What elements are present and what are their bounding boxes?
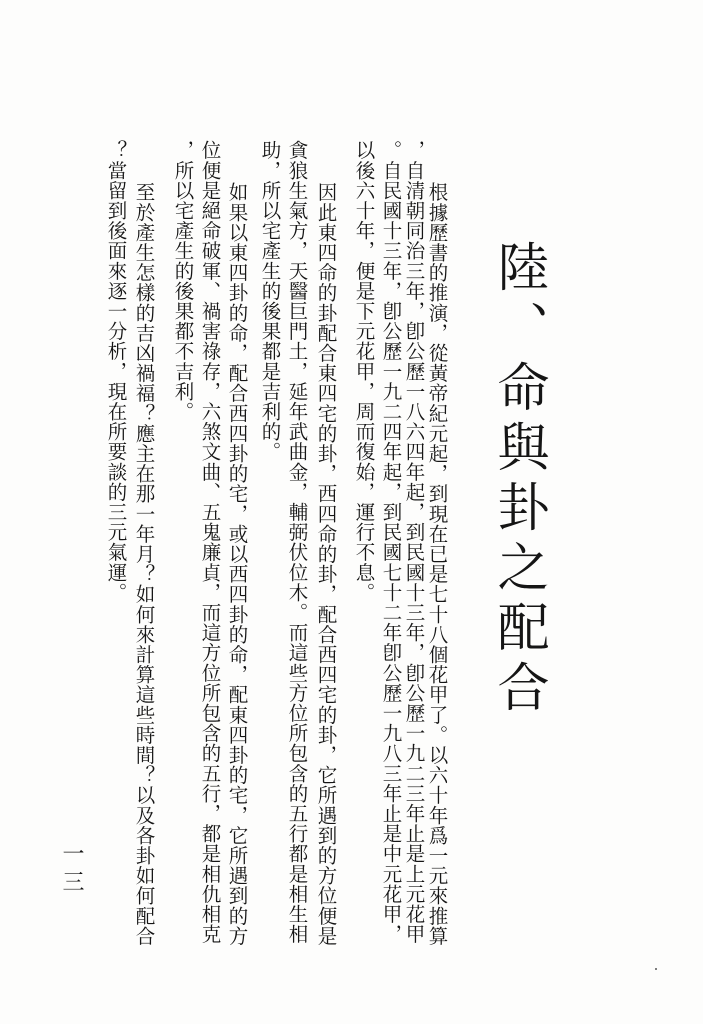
text-column-10: ，所以宅產生的後果都不吉利。 <box>171 140 195 422</box>
text-column-9: 位便是絕命破軍、禍害祿存，六煞文曲、五鬼廉貞，而這方位所包含的五行，都是相仇相克 <box>198 140 222 944</box>
text-column-8: 如果以東四卦的命，配合西四卦的宅，或以西四卦的命，配東四卦的宅，它所遇到的方 <box>225 182 249 946</box>
text-column-5: 因此東四命的卦配合東四宅的卦，西四命的卦，配合西四宅的卦，它所遇到的方位便是 <box>314 182 338 946</box>
page-number: 一三 <box>59 842 84 898</box>
text-column-4: 以後六十年，便是下元花甲，周而復始，運行不息。 <box>352 140 376 603</box>
text-column-7: 助，所以宅產生的後果都是吉利的。 <box>258 140 282 462</box>
text-column-12: ？當留到後面來逐一分析，現在所要談的三元氣運。 <box>104 140 128 603</box>
text-column-2: ，自清朝同治三年，卽公歷一八六四年起，到民國十三年，卽公歷一九二三年止是上元花甲 <box>402 140 426 944</box>
text-column-1: 根據歷書的推演，從黃帝紀元起，到現在已是七十八個花甲了。以六十年爲一元來推算 <box>425 182 449 946</box>
text-column-3: 。自民國十三年，卽公歷一九二四年起，到民國七十二年卽公歷一九八三年止是中元花甲， <box>379 140 403 944</box>
chapter-title: 陸、命與卦之配合 <box>488 240 548 720</box>
scan-speck <box>655 968 657 970</box>
text-column-11: 至於產生怎樣的吉凶禍福？應主在那一年月？如何來計算這些時間？以及各卦如何配合 <box>132 182 156 946</box>
text-column-6: 貪狼生氣方，天醫巨門土，延年武曲金，輔弼伏位木。而這些方位所包含的五行都是相生相 <box>285 140 309 944</box>
